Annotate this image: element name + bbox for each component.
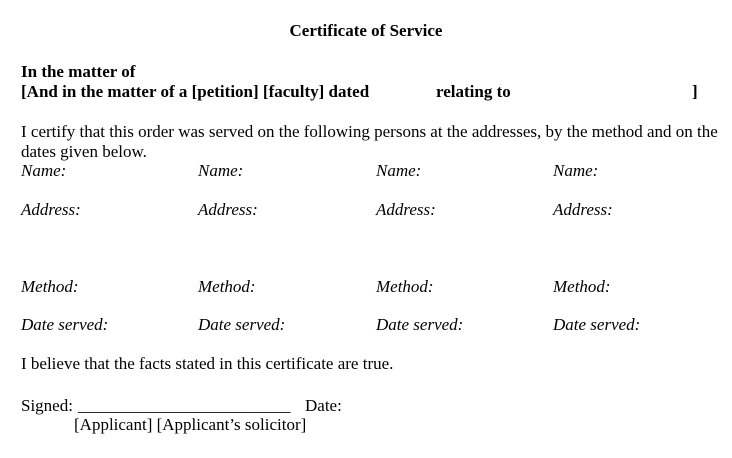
recipient-2-name-label: Name: bbox=[198, 161, 244, 180]
recipient-3-method-label: Method: bbox=[376, 277, 434, 296]
recipient-1-name-label: Name: bbox=[21, 161, 67, 180]
matter-line-2-relating: relating to bbox=[436, 82, 511, 101]
recipient-3-date-served-label: Date served: bbox=[376, 315, 464, 334]
recipient-1-method-label: Method: bbox=[21, 277, 79, 296]
belief-statement: I believe that the facts stated in this certificate are true. bbox=[21, 354, 394, 373]
matter-line-2-closing-bracket: ] bbox=[692, 82, 698, 101]
recipient-4-method-label: Method: bbox=[553, 277, 611, 296]
matter-line-1: In the matter of bbox=[21, 62, 136, 81]
recipient-1-address-label: Address: bbox=[21, 200, 81, 219]
certify-statement: I certify that this order was served on the following persons at the addresses, by the method and on the dates given below. bbox=[21, 122, 718, 161]
recipient-2-address-label: Address: bbox=[198, 200, 258, 219]
matter-line-2-dated: [And in the matter of a [petition] [faculty] dated bbox=[21, 82, 370, 101]
page-title: Certificate of Service bbox=[289, 21, 443, 40]
signature-date-label: Date: bbox=[305, 396, 342, 415]
recipient-1-date-served-label: Date served: bbox=[21, 315, 109, 334]
recipient-4-name-label: Name: bbox=[553, 161, 599, 180]
recipient-4-address-label: Address: bbox=[553, 200, 613, 219]
signer-options: [Applicant] [Applicant’s solicitor] bbox=[74, 415, 307, 434]
recipient-2-method-label: Method: bbox=[198, 277, 256, 296]
recipient-3-address-label: Address: bbox=[376, 200, 436, 219]
recipient-4-date-served-label: Date served: bbox=[553, 315, 641, 334]
signature-line: _________________________ bbox=[78, 396, 291, 415]
signed-label: Signed: bbox=[21, 396, 73, 415]
recipient-2-date-served-label: Date served: bbox=[198, 315, 286, 334]
recipient-3-name-label: Name: bbox=[376, 161, 422, 180]
